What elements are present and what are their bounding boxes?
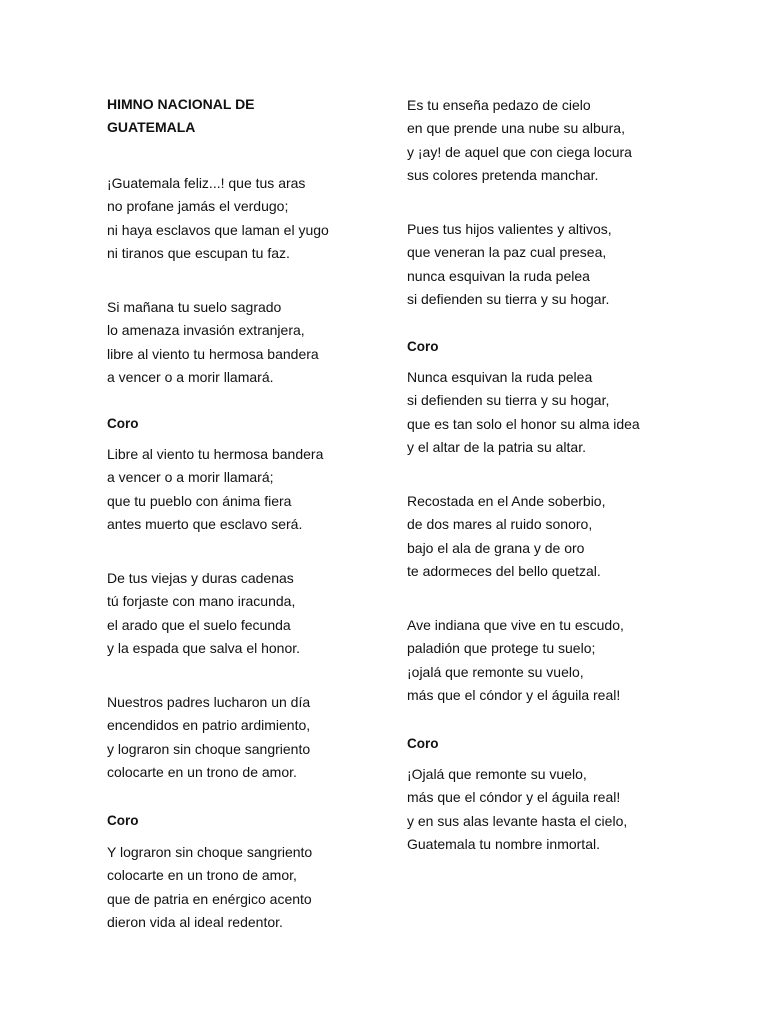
document-title <box>107 93 255 139</box>
stanza-3 <box>107 567 300 661</box>
verse-line: bajo el ala de grana y de oro <box>407 539 585 556</box>
verse-line: a vencer o a morir llamará; <box>107 469 274 486</box>
verse-line: sus colores pretenda manchar. <box>407 167 599 184</box>
verse-line: tú forjaste con mano iracunda, <box>107 593 296 610</box>
verse-line: que veneran la paz cual presea, <box>407 244 607 261</box>
stanza-1 <box>107 172 329 266</box>
coro-2 <box>107 841 312 935</box>
verse-line: ni haya esclavos que laman el yugo <box>107 221 329 238</box>
verse-line: no profane jamás el verdugo; <box>107 198 289 215</box>
verse-line: colocarte en un trono de amor. <box>107 764 297 781</box>
verse-line: nunca esquivan la ruda pelea <box>407 267 590 284</box>
verse-line: y lograron sin choque sangriento <box>107 740 311 757</box>
title-line-2: GUATEMALA <box>107 119 196 135</box>
verse-line: más que el cóndor y el águila real! <box>407 687 621 704</box>
stanza-6 <box>407 218 612 312</box>
title-line-1: HIMNO NACIONAL DE <box>107 96 255 112</box>
verse-line: si defienden su tierra y su hogar. <box>407 291 610 308</box>
verse-line: y en sus alas levante hasta el cielo, <box>407 812 628 829</box>
verse-line: colocarte en un trono de amor, <box>107 867 297 884</box>
verse-line: encendidos en patrio ardimiento, <box>107 717 311 734</box>
stanza-7 <box>407 490 605 584</box>
verse-line: de dos mares al ruido sonoro, <box>407 516 593 533</box>
verse-line: ni tiranos que escupan tu faz. <box>107 245 290 262</box>
verse-line: ¡Ojalá que remonte su vuelo, <box>407 766 587 782</box>
stanza-8 <box>407 614 624 708</box>
verse-line: paladión que protege tu suelo; <box>407 640 596 657</box>
verse-line: antes muerto que esclavo será. <box>107 516 303 533</box>
stanza-2 <box>107 296 319 390</box>
verse-line: De tus viejas y duras cadenas <box>107 570 294 586</box>
verse-line: Es tu enseña pedazo de cielo <box>407 97 591 113</box>
verse-line: lo amenaza invasión extranjera, <box>107 322 305 339</box>
coro-heading: Coro <box>407 736 439 751</box>
verse-line: te adormeces del bello quetzal. <box>407 563 601 580</box>
verse-line: Si mañana tu suelo sagrado <box>107 299 282 315</box>
verse-line: y el altar de la patria su altar. <box>407 439 586 456</box>
coro-4 <box>407 763 627 857</box>
verse-line: más que el cóndor y el águila real! <box>407 789 621 806</box>
coro-1 <box>107 443 323 537</box>
verse-line: que es tan solo el honor su alma idea <box>407 415 640 432</box>
coro-heading: Coro <box>407 339 439 354</box>
verse-line: Nuestros padres lucharon un día <box>107 694 311 710</box>
verse-line: en que prende una nube su albura, <box>407 120 625 137</box>
verse-line: si defienden su tierra y su hogar, <box>407 392 610 409</box>
verse-line: Recostada en el Ande soberbio, <box>407 493 606 509</box>
verse-line: ¡Guatemala feliz...! que tus aras <box>107 175 306 191</box>
coro-heading: Coro <box>107 813 139 828</box>
verse-line: ¡ojalá que remonte su vuelo, <box>407 663 584 680</box>
verse-line: Nunca esquivan la ruda pelea <box>407 369 593 385</box>
verse-line: y ¡ay! de aquel que con ciega locura <box>407 143 632 160</box>
verse-line: que de patria en enérgico acento <box>107 890 312 907</box>
verse-line: Libre al viento tu hermosa bandera <box>107 446 324 462</box>
coro-3 <box>407 366 640 460</box>
verse-line: libre al viento tu hermosa bandera <box>107 345 319 362</box>
verse-line: Pues tus hijos valientes y altivos, <box>407 221 612 237</box>
coro-heading: Coro <box>107 416 139 431</box>
verse-line: Ave indiana que vive en tu escudo, <box>407 617 624 633</box>
verse-line: y la espada que salva el honor. <box>107 640 301 657</box>
verse-line: a vencer o a morir llamará. <box>107 369 274 386</box>
stanza-4 <box>107 691 310 785</box>
verse-line: dieron vida al ideal redentor. <box>107 914 283 931</box>
verse-line: el arado que el suelo fecunda <box>107 616 291 633</box>
verse-line: que tu pueblo con ánima fiera <box>107 492 292 509</box>
verse-line: Y lograron sin choque sangriento <box>107 844 313 860</box>
verse-line: Guatemala tu nombre inmortal. <box>407 836 600 853</box>
stanza-5 <box>407 94 632 188</box>
